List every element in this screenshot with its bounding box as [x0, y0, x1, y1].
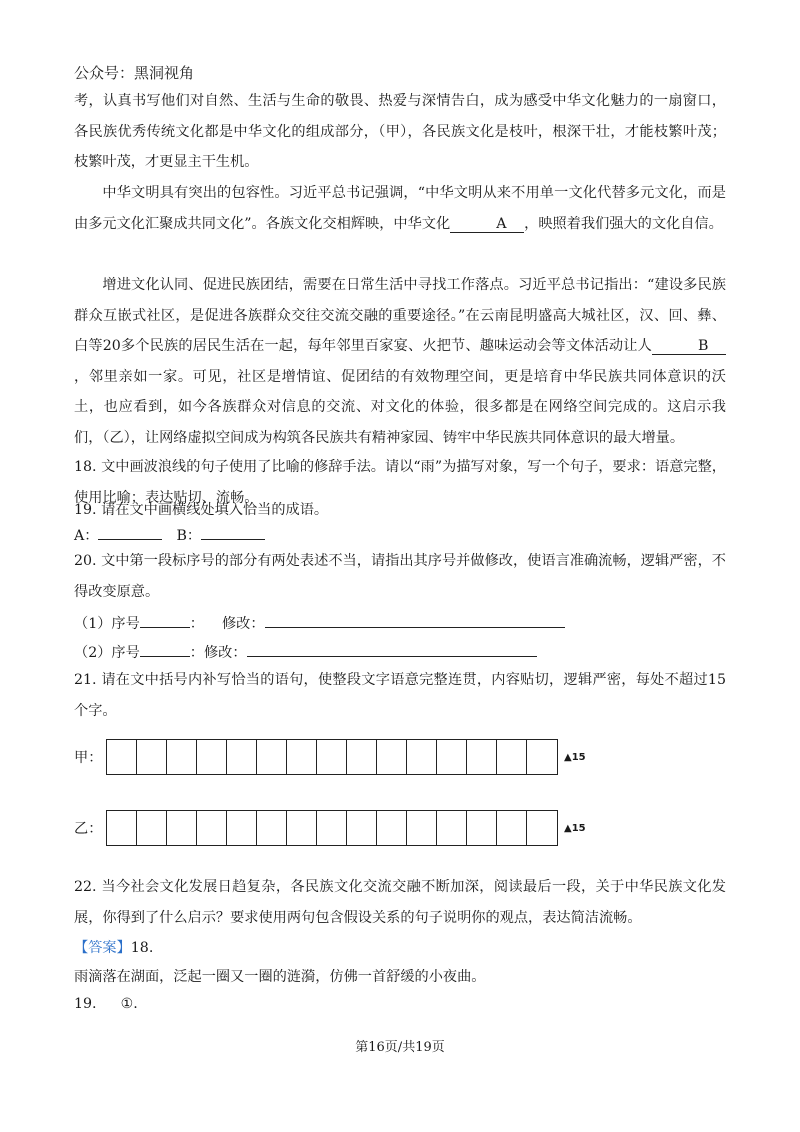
q19-b-blank[interactable] — [201, 523, 265, 540]
question-22: 22. 当今社会文化发展日趋复杂，各民族文化交流交融不断加深，阅读最后一段，关于中华民族文化发展，你得到了什么启示？要求使用两句包含假设关系的句子说明你的观点，表达简洁流畅。 — [74, 879, 726, 926]
blank-a: A — [450, 216, 524, 233]
question-20: 20. 文中第一段标序号的部分有两处表述不当，请指出其序号并做修改，使语言准确流畅，逻辑严密，不得改变原意。 — [74, 553, 726, 600]
watermark-text: 公众号：黑洞视角 — [74, 64, 195, 82]
answer-number-18: 18. — [130, 940, 154, 956]
answer-number-19: 19. — [74, 996, 97, 1012]
q20-2-number-label: （2）序号 — [74, 645, 140, 661]
answer-tag: 【答案】 — [74, 940, 131, 956]
question-19: 19. 请在文中画横线处填入恰当的成语。 — [74, 502, 329, 518]
passage-p2-after: ，映照着我们强大的文化自信。 — [524, 215, 723, 232]
q19-a-blank[interactable] — [98, 523, 162, 540]
question-19-answers — [74, 523, 265, 545]
question-20-row-1 — [74, 611, 565, 633]
answer-18: 雨滴落在湖面，泛起一圈又一圈的涟漪，仿佛一首舒缓的小夜曲。 — [74, 969, 486, 985]
passage-p2-before: 中华文明具有突出的包容性。习近平总书记强调，“中华文明从来不用单一文化代替多元文化，而是由多元文化汇聚成共同文化”。各族文化交相辉映，中华文化 — [74, 185, 726, 232]
answer-grid-jia-row — [74, 739, 586, 775]
q20-1-fix-blank[interactable] — [265, 611, 565, 628]
answer-19 — [74, 996, 138, 1012]
question-21: 21. 请在文中括号内补写恰当的语句，使整段文字语意完整连贯，内容贴切，逻辑严密，每处不超过15个字。 — [74, 672, 726, 719]
passage-paragraph-3 — [74, 270, 726, 453]
q20-2-separator: ： — [189, 645, 204, 661]
grid-jia-char-limit: ▲15 — [564, 751, 586, 763]
q20-1-separator: ： — [189, 616, 204, 632]
q20-1-number-blank[interactable] — [140, 611, 190, 628]
passage-paragraph-1: 考，认真书写他们对自然、生活与生命的敬畏、热爱与深情告白，成为感受中华文化魅力的一扇窗口，各民族优秀传统文化都是中华文化的组成部分，（甲），各民族文化是枝叶，根深干壮，才能枝繁叶茂；枝繁叶茂，才更显主干生机。 — [74, 93, 726, 170]
q20-2-number-blank[interactable] — [140, 640, 190, 657]
page-footer: 第16页/共19页 — [355, 1040, 445, 1055]
blank-b: B — [652, 338, 726, 355]
q20-2-fix-label: 修改： — [203, 645, 247, 661]
q19-a-label: A： — [74, 528, 99, 544]
answer-header — [74, 937, 153, 957]
answer-19-mark: ①. — [120, 996, 138, 1012]
q19-b-label: B： — [176, 528, 202, 544]
passage-paragraph-2 — [74, 178, 726, 239]
q20-1-number-label: （1）序号 — [74, 616, 140, 632]
passage-p3-before: 增进文化认同、促进民族团结，需要在日常生活中寻找工作落点。习近平总书记指出：“建设多民族群众互嵌式社区，是促进各族群众交往交流交融的重要途径。”在云南昆明盛高大城社区，汉、回、彝、白等20多个民族的居民生活在一起，每年邻里百家宴、火把节、趣味运动会等文体活动让人 — [74, 277, 726, 354]
passage-p3-after: ，邻里亲如一家。可见，社区是增情谊、促团结的有效物理空间，更是培育中华民族共同体意识的沃土，也应看到，如今各族群众对信息的交流、对文化的体验，很多都是在网络空间完成的。这启示我们，（乙），让网络虚拟空间成为构筑各民族共有精神家园、铸牢中华民族共同体意识的最大增量。 — [74, 368, 726, 446]
answer-grid-yi[interactable] — [106, 810, 558, 846]
grid-yi-label: 乙： — [74, 821, 103, 837]
question-18: 18. 文中画波浪线的句子使用了比喻的修辞手法。请以“雨”为描写对象，写一个句子，要求：语意完整，使用比喻；表达贴切、流畅。 — [74, 459, 726, 506]
q20-2-fix-blank[interactable] — [247, 640, 537, 657]
q20-1-fix-label: 修改： — [221, 616, 265, 632]
grid-yi-char-limit: ▲15 — [564, 822, 586, 834]
answer-grid-yi-row — [74, 810, 586, 846]
question-20-row-2 — [74, 640, 537, 662]
grid-jia-label: 甲： — [74, 750, 103, 766]
answer-grid-jia[interactable] — [106, 739, 558, 775]
